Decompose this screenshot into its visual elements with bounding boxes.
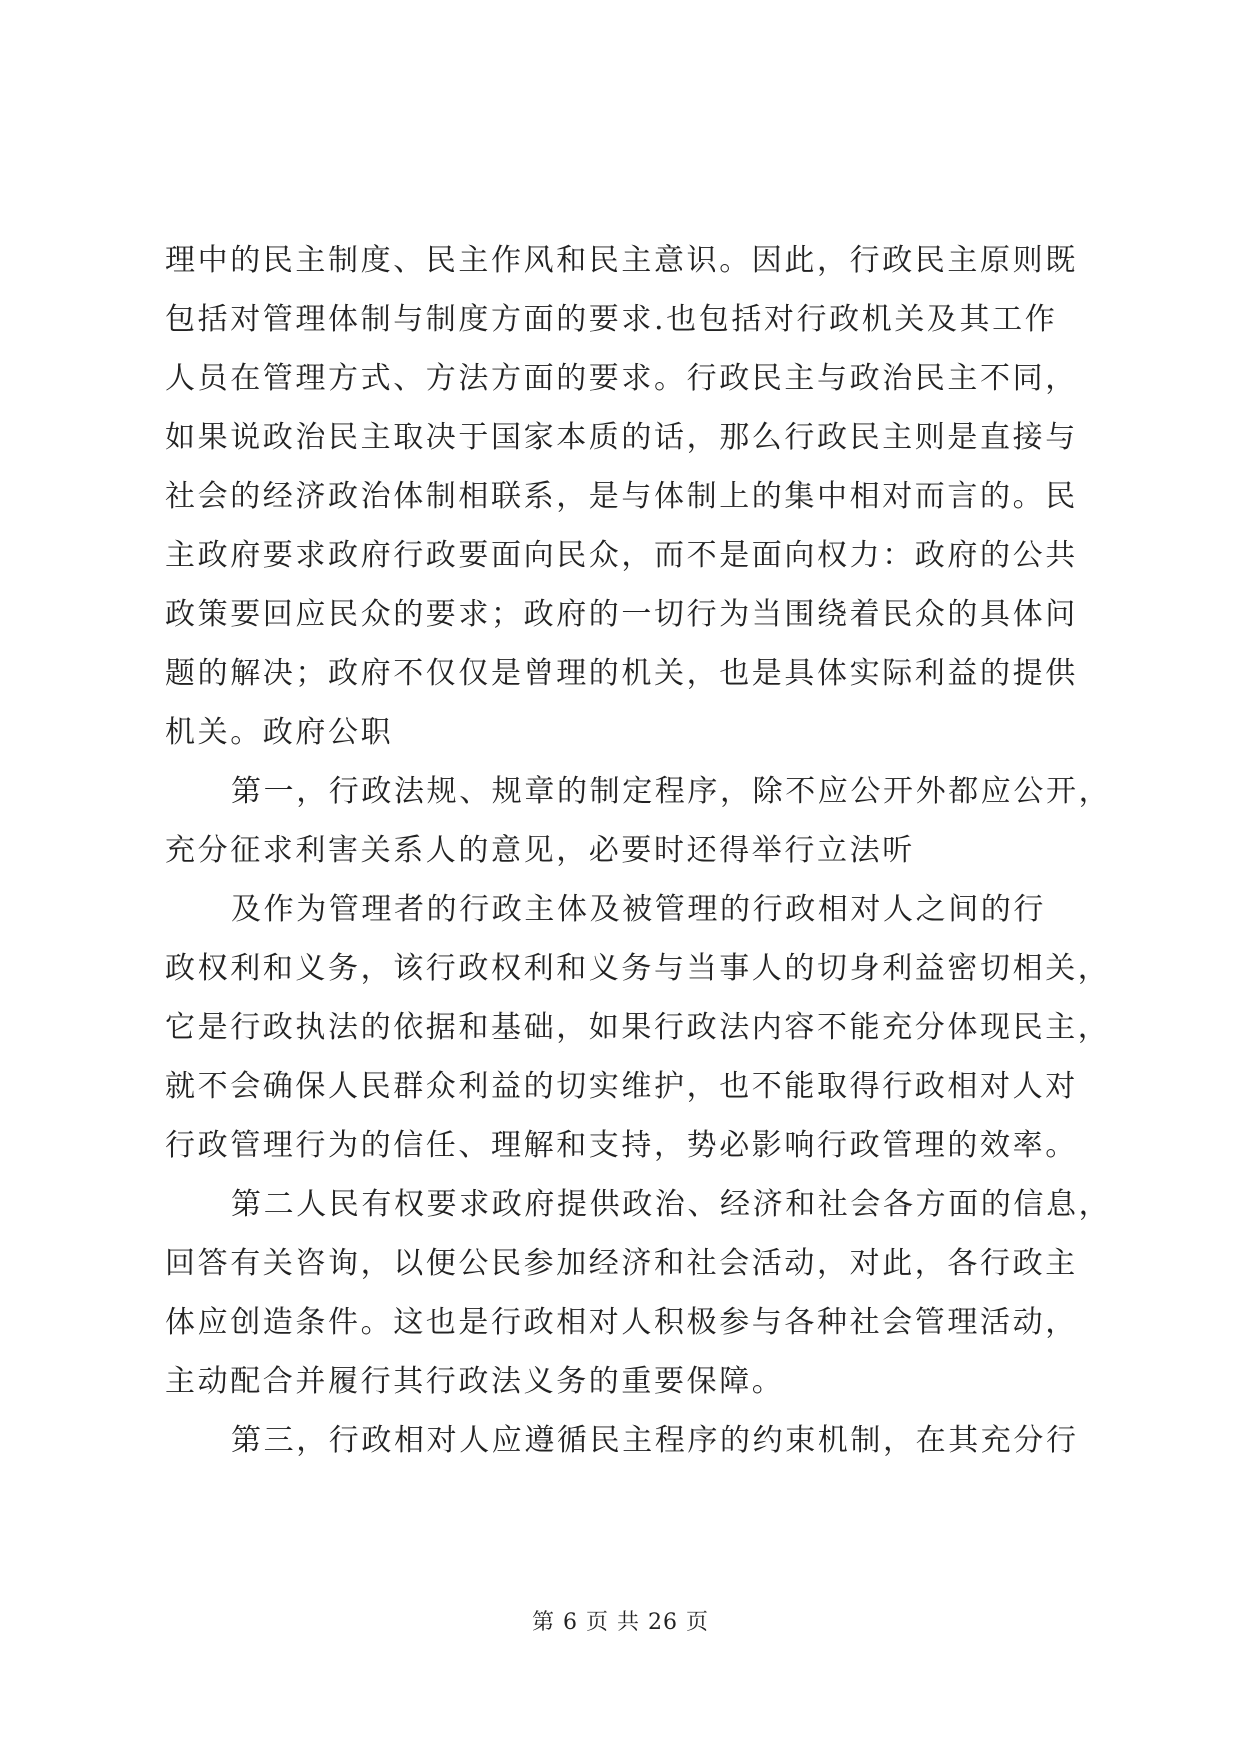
text-line: 主动配合并履行其行政法义务的重要保障。	[165, 1364, 785, 1399]
paragraph-5	[165, 1411, 1085, 1470]
text-line: 题的解决；政府不仅仅是曾理的机关，也是具体实际利益的提供	[165, 656, 1078, 691]
text-line: 如果说政治民主取决于国家本质的话，那么行政民主则是直接与	[165, 420, 1078, 455]
paragraph-1	[165, 231, 1085, 762]
text-line: 充分征求利害关系人的意见，必要时还得举行立法听	[165, 833, 915, 868]
document-body	[165, 231, 1112, 1470]
text-line: 主政府要求政府行政要面向民众，而不是面向权力：政府的公共	[165, 538, 1078, 573]
text-line: 包括对管理体制与制度方面的要求.也包括对行政机关及其工作	[165, 302, 1058, 337]
page-number-footer: 第 6 页 共 26 页	[532, 1610, 709, 1635]
text-line: 及作为管理者的行政主体及被管理的行政相对人之间的行	[231, 892, 1046, 927]
text-line: 政策要回应民众的要求；政府的一切行为当围绕着民众的具体问	[165, 597, 1078, 632]
text-line: 第三，行政相对人应遵循民主程序的约束机制，在其充分行	[231, 1423, 1079, 1458]
text-line: 就不会确保人民群众利益的切实维护，也不能取得行政相对人对	[165, 1069, 1078, 1104]
paragraph-3	[165, 880, 1111, 1175]
text-line: 人员在管理方式、方法方面的要求。行政民主与政治民主不同，	[165, 361, 1078, 396]
paragraph-4	[165, 1175, 1112, 1411]
text-line: 体应创造条件。这也是行政相对人积极参与各种社会管理活动，	[165, 1305, 1078, 1340]
text-line: 社会的经济政治体制相联系，是与体制上的集中相对而言的。民	[165, 479, 1078, 514]
text-line: 第二人民有权要求政府提供政治、经济和社会各方面的信息，	[231, 1187, 1112, 1222]
paragraph-2	[165, 762, 1112, 880]
text-line: 机关。政府公职	[165, 715, 394, 750]
text-line: 行政管理行为的信任、理解和支持，势必影响行政管理的效率。	[165, 1128, 1078, 1163]
text-line: 第一，行政法规、规章的制定程序，除不应公开外都应公开，	[231, 774, 1112, 809]
text-line: 回答有关咨询，以便公民参加经济和社会活动，对此，各行政主	[165, 1246, 1078, 1281]
text-line: 理中的民主制度、民主作风和民主意识。因此，行政民主原则既	[165, 243, 1078, 278]
text-line: 它是行政执法的依据和基础，如果行政法内容不能充分体现民主，	[165, 1010, 1111, 1045]
text-line: 政权利和义务，该行政权利和义务与当事人的切身利益密切相关，	[165, 951, 1111, 986]
